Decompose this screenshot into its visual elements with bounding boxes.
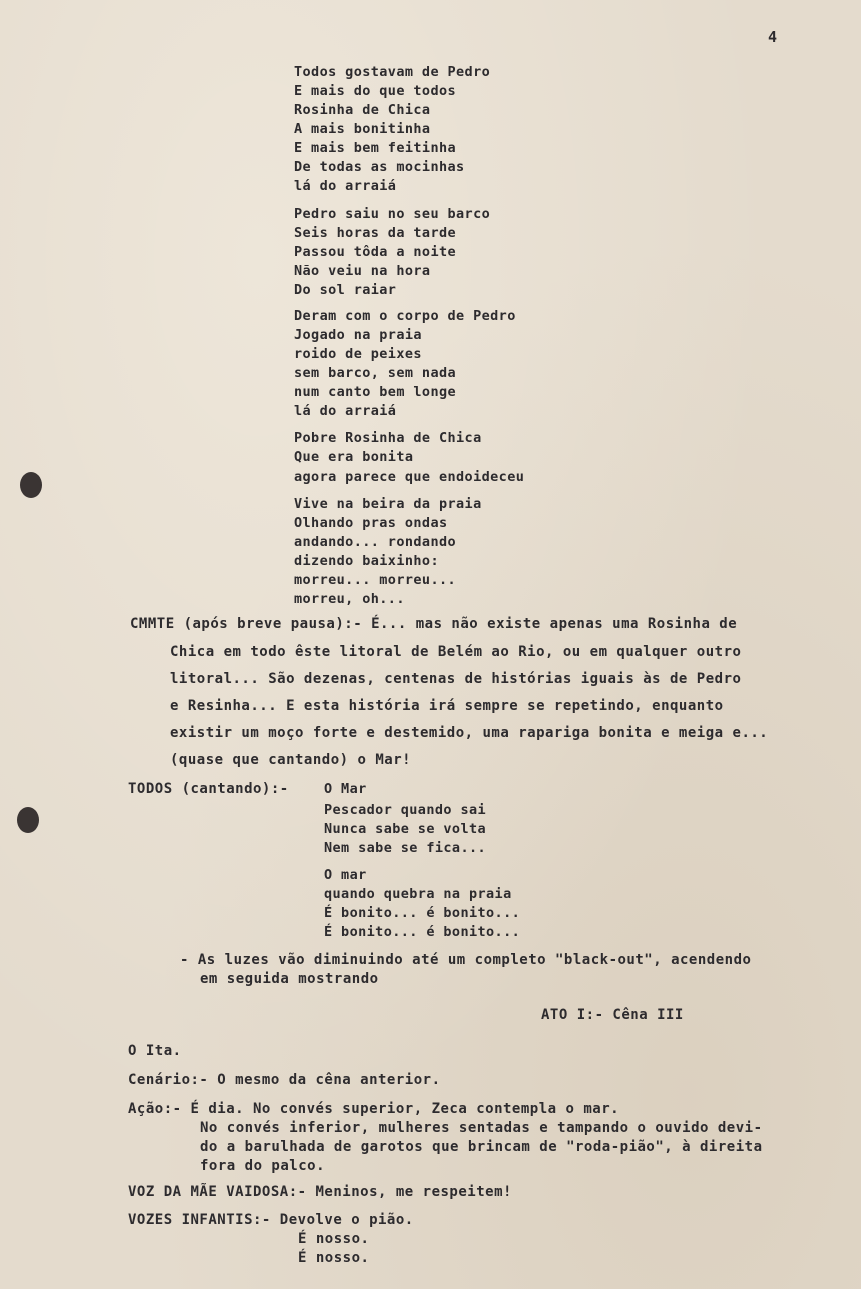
song-line: Nem sabe se fica... bbox=[324, 840, 487, 856]
poem-line: Pedro saiu no seu barco bbox=[294, 206, 491, 222]
song-line: É bonito... é bonito... bbox=[324, 924, 521, 940]
dialogue-line: existir um moço forte e destemido, uma rapariga bonita e meiga e... bbox=[170, 725, 769, 741]
song-line: O Mar bbox=[324, 781, 367, 797]
action-line: do a barulhada de garotos que brincam de "roda-pião", à direita bbox=[200, 1139, 763, 1155]
dialogue-line: e Resinha... E esta história irá sempre se repetindo, enquanto bbox=[170, 698, 724, 714]
poem-line: A mais bonitinha bbox=[294, 121, 431, 137]
action-line: Ação:- É dia. No convés superior, Zeca contempla o mar. bbox=[128, 1101, 620, 1117]
poem-line: Vive na beira da praia bbox=[294, 496, 482, 512]
poem-line: dizendo baixinho: bbox=[294, 553, 439, 569]
poem-line: Do sol raiar bbox=[294, 282, 397, 298]
poem-line: Todos gostavam de Pedro bbox=[294, 64, 491, 80]
poem-line: Olhando pras ondas bbox=[294, 515, 448, 531]
dialogue-line: VOZ DA MÃE VAIDOSA:- Meninos, me respeitem! bbox=[128, 1184, 512, 1200]
poem-line: Pobre Rosinha de Chica bbox=[294, 430, 482, 446]
poem-line: roido de peixes bbox=[294, 346, 422, 362]
song-line: O mar bbox=[324, 867, 367, 883]
poem-line: Passou tôda a noite bbox=[294, 244, 457, 260]
poem-line: Rosinha de Chica bbox=[294, 102, 431, 118]
song-line: Pescador quando sai bbox=[324, 802, 487, 818]
dialogue-line: Chica em todo êste litoral de Belém ao Rio, ou em qualquer outro bbox=[170, 644, 742, 660]
poem-line: E mais do que todos bbox=[294, 83, 457, 99]
poem-line: Jogado na praia bbox=[294, 327, 422, 343]
dialogue-line: VOZES INFANTIS:- Devolve o pião. bbox=[128, 1212, 414, 1228]
poem-line: Seis horas da tarde bbox=[294, 225, 457, 241]
dialogue-line: É nosso. bbox=[298, 1231, 370, 1247]
act-heading: ATO I:- Cêna III bbox=[541, 1007, 684, 1023]
poem-line: Não veiu na hora bbox=[294, 263, 431, 279]
poem-line: lá do arraiá bbox=[294, 178, 397, 194]
poem-line: morreu... morreu... bbox=[294, 572, 457, 588]
dialogue-line: (quase que cantando) o Mar! bbox=[170, 752, 412, 768]
action-line: No convés inferior, mulheres sentadas e tampando o ouvido devi- bbox=[200, 1120, 763, 1136]
poem-line: agora parece que endoideceu bbox=[294, 469, 525, 485]
stage-direction: - As luzes vão diminuindo até um completo "black-out", acendendo bbox=[180, 952, 752, 968]
setting-text: O Ita. bbox=[128, 1043, 182, 1059]
song-line: quando quebra na praia bbox=[324, 886, 512, 902]
speaker-label: TODOS (cantando):- bbox=[128, 781, 289, 797]
poem-line: morreu, oh... bbox=[294, 591, 405, 607]
punch-hole bbox=[20, 472, 42, 498]
poem-line: sem barco, sem nada bbox=[294, 365, 457, 381]
song-line: Nunca sabe se volta bbox=[324, 821, 487, 837]
dialogue-line: É nosso. bbox=[298, 1250, 370, 1266]
poem-line: De todas as mocinhas bbox=[294, 159, 465, 175]
scenery-text: Cenário:- O mesmo da cêna anterior. bbox=[128, 1072, 441, 1088]
stage-direction: em seguida mostrando bbox=[200, 971, 379, 987]
dialogue-line: CMMTE (após breve pausa):- É... mas não existe apenas uma Rosinha de bbox=[130, 616, 738, 632]
page-number: 4 bbox=[768, 28, 778, 46]
poem-line: Que era bonita bbox=[294, 449, 414, 465]
poem-line: Deram com o corpo de Pedro bbox=[294, 308, 516, 324]
action-line: fora do palco. bbox=[200, 1158, 326, 1174]
poem-line: num canto bem longe bbox=[294, 384, 457, 400]
dialogue-line: litoral... São dezenas, centenas de histórias iguais às de Pedro bbox=[170, 671, 742, 687]
punch-hole bbox=[17, 807, 39, 833]
poem-line: E mais bem feitinha bbox=[294, 140, 457, 156]
poem-line: lá do arraiá bbox=[294, 403, 397, 419]
song-line: É bonito... é bonito... bbox=[324, 905, 521, 921]
poem-line: andando... rondando bbox=[294, 534, 457, 550]
